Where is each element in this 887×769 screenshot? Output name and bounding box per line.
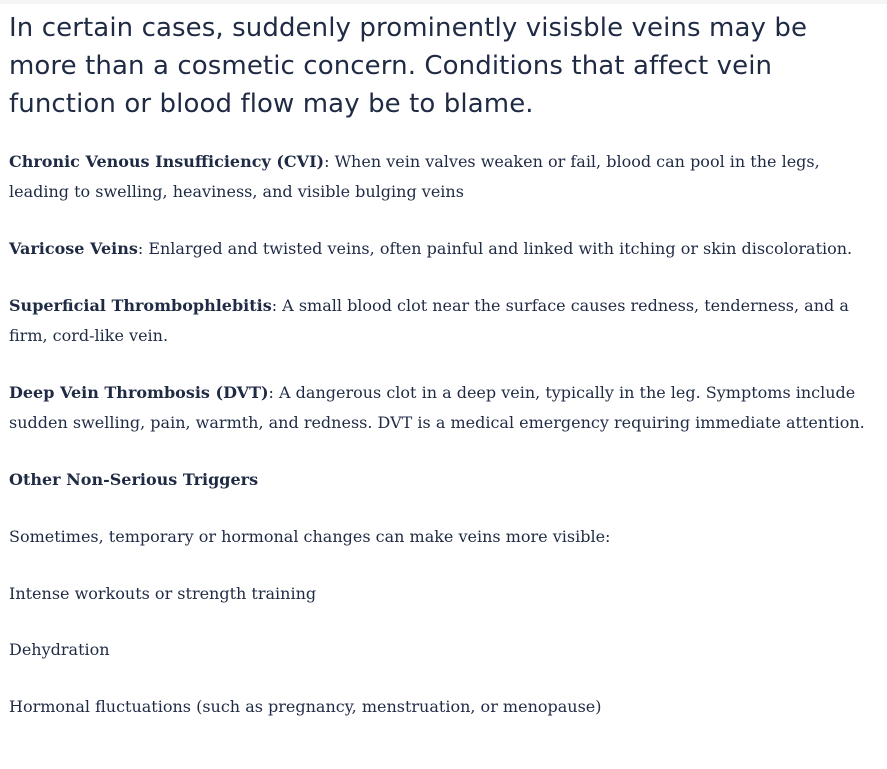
condition-description: : A dangerous clot in a deep vein, typically in the leg. Symptoms include sudden swelling, pain, warmth, and redness. DVT is a medical emergency requiring immediate attention. — [9, 383, 865, 432]
condition-term: Superficial Thrombophlebitis — [9, 296, 272, 315]
condition-dvt — [9, 378, 877, 438]
other-triggers-intro: Sometimes, temporary or hormonal changes can make veins more visible: — [9, 527, 611, 546]
other-heading-text: Other Non-Serious Triggers — [9, 470, 259, 489]
condition-description: : Enlarged and twisted veins, often painful and linked with itching or skin discoloration. — [137, 239, 853, 258]
condition-term: Varicose Veins — [9, 239, 138, 258]
condition-varicose-veins — [9, 234, 877, 264]
condition-description: : When vein valves weaken or fail, blood can pool in the legs, leading to swelling, heaviness, and visible bulging veins — [9, 152, 820, 201]
condition-superficial-thrombophlebitis — [9, 291, 877, 351]
condition-term: Deep Vein Thrombosis (DVT) — [9, 383, 269, 402]
top-strip — [0, 0, 887, 4]
trigger-item: Hormonal fluctuations (such as pregnancy, menstruation, or menopause) — [9, 697, 602, 716]
other-triggers-heading — [9, 465, 877, 495]
condition-description: : A small blood clot near the surface causes redness, tenderness, and a firm, cord-like vein. — [9, 296, 849, 345]
condition-cvi — [9, 147, 877, 207]
condition-term: Chronic Venous Insufficiency (CVI) — [9, 152, 325, 171]
trigger-item: Dehydration — [9, 640, 110, 659]
trigger-item: Intense workouts or strength training — [9, 584, 317, 603]
article-body — [9, 9, 877, 722]
intro-paragraph: In certain cases, suddenly prominently visisble veins may be more than a cosmetic concern. Conditions that affect vein function or blood flow may be to blame. — [9, 13, 808, 119]
